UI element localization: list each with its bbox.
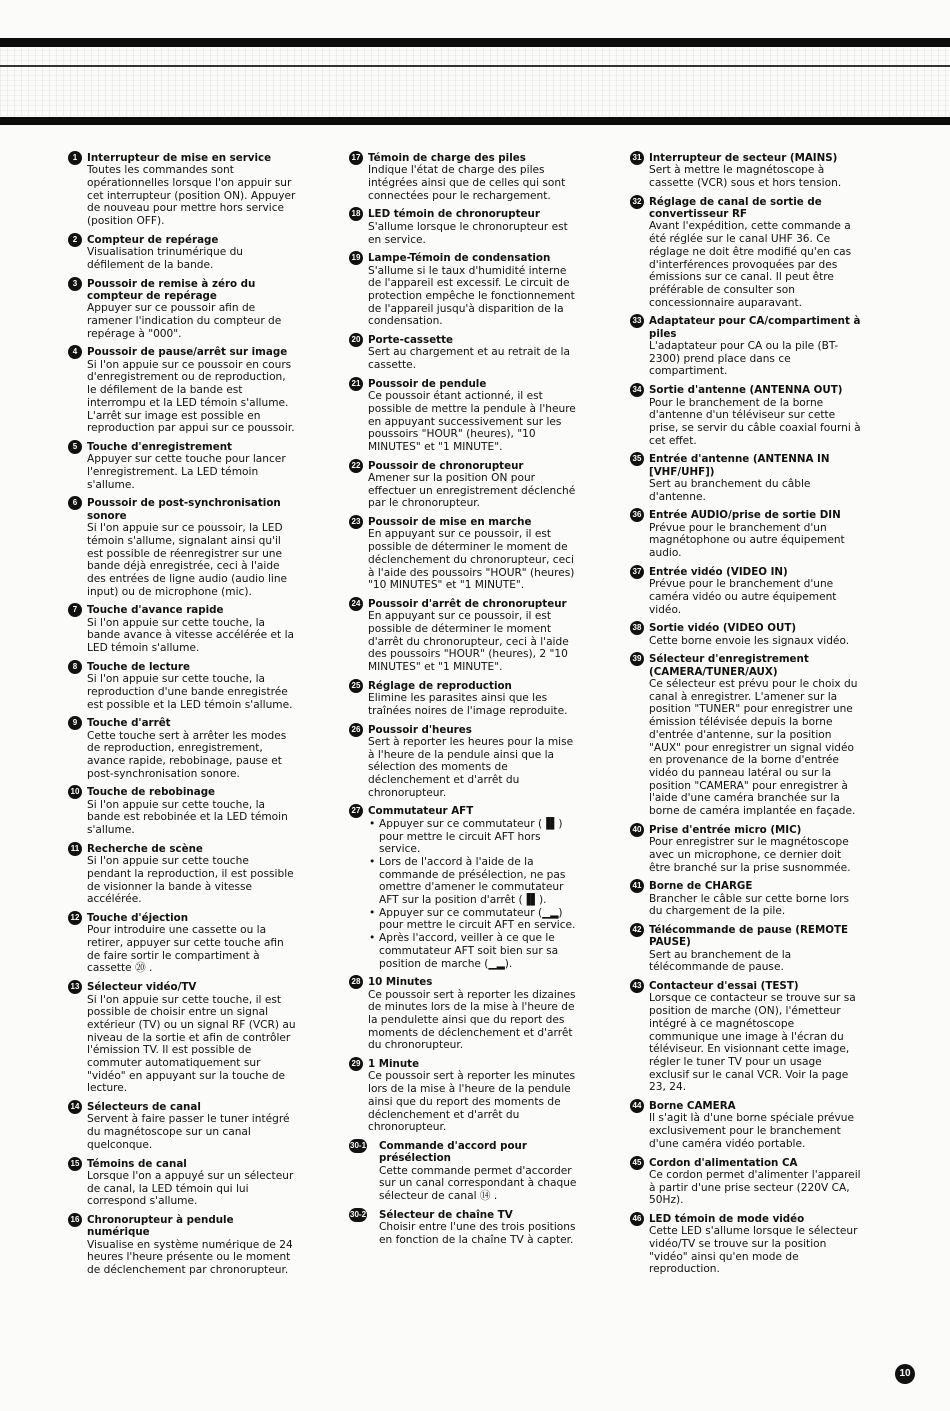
item-number-badge: 46 [630, 1212, 644, 1226]
legend-item [68, 1101, 296, 1151]
item-title: Réglage de reproduction [368, 679, 512, 692]
legend-item [349, 724, 581, 800]
item-number-badge: 2 [68, 233, 82, 247]
item-title: Sélecteur d'enregistrement (CAMERA/TUNER/AUX) [649, 653, 809, 678]
item-number-badge: 12 [68, 911, 82, 925]
item-description: Pour enregistrer sur le magnétoscope avec un microphone, ce dernier doit être branché sur la prise susnommée. [649, 836, 851, 874]
legend-item [68, 717, 296, 780]
item-description: Cette commande permet d'accorder sur un canal correspondant à chaque sélecteur de canal ⑭ . [379, 1164, 577, 1203]
item-number-badge: 26 [349, 723, 363, 737]
item-description: Prévue pour le branchement d'une caméra vidéo ou autre équipement vidéo. [649, 578, 837, 616]
legend-item [630, 880, 862, 918]
legend-item [630, 453, 862, 503]
page-number: 10 [895, 1364, 915, 1384]
item-description: Si l'on appuie sur cette touche pendant la reproduction, il est possible de visionner la bande à vitesse accélérée. [87, 855, 294, 906]
item-number-badge: 18 [349, 207, 363, 221]
item-description: Si l'on appuie sur cette touche, la bande est rebobinée et la LED témoin s'allume. [87, 798, 288, 837]
item-description: Si l'on appuie sur cette touche, la reproduction d'une bande enregistrée est possible et la LED témoin s'allume. [87, 673, 293, 711]
item-title: Porte-cassette [368, 334, 453, 347]
legend-item [68, 152, 296, 228]
bullet-point: • Après l'accord, veiller à ce que le commutateur AFT soit bien sur sa position de marche (▁▂). [379, 932, 581, 970]
item-number-badge: 40 [630, 823, 644, 837]
item-title: Sélecteurs de canal [87, 1101, 201, 1114]
item-title: LED témoin de mode vidéo [649, 1212, 805, 1225]
legend-item [349, 1058, 581, 1134]
item-title: Borne de CHARGE [649, 880, 753, 893]
legend-item [349, 680, 581, 718]
bullet-point: • Appuyer sur ce commutateur (▁▂) pour mettre le circuit AFT en service. [379, 907, 581, 932]
header-scan-texture [0, 48, 950, 116]
item-title: Compteur de repérage [87, 233, 219, 246]
legend-item [68, 441, 296, 491]
legend-item [630, 1157, 862, 1207]
item-description: Si l'on appuie sur ce poussoir en cours d'enregistrement ou de reproduction, le défilement de la bande est interrompu et la LED témoin s'allume. L'arrêt sur image est possible en reproduction par appui sur ce poussoir. [87, 358, 295, 435]
item-number-badge: 14 [68, 1100, 82, 1114]
item-number-badge: 8 [68, 660, 82, 674]
column-right [630, 152, 862, 1282]
item-description: Ce poussoir sert à reporter les minutes lors de la mise à l'heure de la pendule ainsi que du report des moments de déclenchement et d'arrêt du chronorupteur. [368, 1070, 575, 1134]
legend-item [349, 1209, 581, 1247]
item-description: Ce cordon permet d'alimenter l'appareil à partir d'une prise secteur (220V CA, 50Hz). [649, 1168, 861, 1207]
item-number-badge: 16 [68, 1213, 82, 1227]
legend-item [630, 824, 862, 874]
item-title: Adaptateur pour CA/compartiment à piles [649, 315, 861, 340]
item-number-badge: 7 [68, 603, 82, 617]
column-middle [349, 152, 581, 1253]
item-description: Cette LED s'allume lorsque le sélecteur vidéo/TV se trouve sur la position "vidéo" ainsi qu'en mode de reproduction. [649, 1225, 858, 1276]
item-number-badge: 9 [68, 716, 82, 730]
legend-item [630, 196, 862, 310]
item-number-badge: 30-2 [349, 1208, 367, 1222]
item-description: Sert au chargement et au retrait de la cassette. [368, 346, 570, 372]
item-description: Indique l'état de charge des piles intégrées ainsi que de celles qui sont connectées pour le rechargement. [368, 164, 566, 202]
item-description: Sert à reporter les heures pour la mise à l'heure de la pendule ainsi que la sélection des moments de déclenchement et d'arrêt du chronorupteur. [368, 735, 574, 799]
legend-item [68, 843, 296, 906]
item-description: Ce poussoir étant actionné, il est possible de mettre la pendule à l'heure en appuyant successivement sur les poussoirs "HOUR" (heures), "10 MINUTES" et "1 MINUTE". [368, 390, 576, 453]
item-number-badge: 13 [68, 980, 82, 994]
item-description: Pour introduire une cassette ou la retirer, appuyer sur cette touche afin de faire sortir le compartiment à cassette ⑳ . [87, 924, 284, 975]
item-title: Sélecteur vidéo/TV [87, 981, 197, 994]
item-description: Pour le branchement de la borne d'antenne d'un téléviseur sur cette prise, se servir du câble coaxial fourni à cet effet. [649, 396, 861, 447]
legend-item [630, 924, 862, 974]
item-description: Avant l'expédition, cette commande a été réglée sur le canal UHF 36. Ce réglage ne doit être modifié qu'en cas d'interférences provoquées par des émissions sur ce canal. Il peut être préférable de consulter son concessionnaire auparavant. [649, 220, 852, 309]
legend-item [630, 1100, 862, 1150]
legend-item [68, 234, 296, 272]
item-number-badge: 36 [630, 508, 644, 522]
item-title: LED témoin de chronorupteur [368, 208, 540, 221]
legend-item [349, 460, 581, 510]
item-description: Prévue pour le branchement d'un magnétophone ou autre équipement audio. [649, 521, 845, 560]
item-number-badge: 15 [68, 1157, 82, 1171]
legend-item [630, 152, 862, 190]
item-description: Ce poussoir sert à reporter les dizaines de minutes lors de la mise à l'heure de la pendulette ainsi que du report des moments de déclenchement et d'arrêt du chronorupteur. [368, 988, 576, 1052]
item-title: Touche de rebobinage [87, 786, 216, 799]
legend-item [349, 805, 581, 970]
item-title: Poussoir d'arrêt de chronorupteur [368, 597, 567, 610]
item-description: Toutes les commandes sont opérationnelles lorsque l'on appuir sur cet interrupteur (position ON). Appuyer de nouveau pour mettre hors service (position OFF). [87, 164, 296, 228]
legend-item [349, 1140, 581, 1203]
item-number-badge: 43 [630, 979, 644, 993]
item-title: Télécommande de pause (REMOTE PAUSE) [649, 923, 849, 949]
item-number-badge: 25 [349, 679, 363, 693]
item-description: Sert au branchement de la télécommande de pause. [649, 948, 792, 974]
item-number-badge: 3 [68, 277, 82, 291]
item-number-badge: 35 [630, 452, 644, 466]
item-title: Sortie vidéo (VIDEO OUT) [649, 622, 797, 635]
item-number-badge: 44 [630, 1099, 644, 1113]
item-number-badge: 22 [349, 459, 363, 473]
header-rule-thin [0, 65, 950, 67]
item-description: Cette borne envoie les signaux vidéo. [649, 634, 850, 647]
item-number-badge: 5 [68, 440, 82, 454]
item-title: Témoins de canal [87, 1157, 187, 1170]
item-title: Témoin de charge des piles [368, 152, 526, 164]
item-description: Servent à faire passer le tuner intégré du magnétoscope sur un canal quelconque. [87, 1113, 290, 1151]
item-description: Si l'on appuie sur ce poussoir, la LED témoin s'allume, signalant ainsi qu'il est possible de réenregistrer sur une bande déjà enregistrée, ceci à l'aide des entrées de ligne audio (audio line input) ou de microphone (mic). [87, 522, 288, 598]
legend-item [630, 315, 862, 378]
item-description: Elimine les parasites ainsi que les traînées noires de l'image reproduite. [368, 692, 568, 717]
item-title: Interrupteur de mise en service [87, 152, 272, 164]
legend-item [349, 208, 581, 246]
item-title: Touche d'éjection [87, 912, 189, 924]
item-number-badge: 27 [349, 804, 363, 818]
legend-item [349, 378, 581, 454]
item-title: Commutateur AFT [368, 805, 474, 818]
item-title: Poussoir d'heures [368, 723, 472, 736]
item-title: Cordon d'alimentation CA [649, 1156, 798, 1169]
item-number-badge: 37 [630, 565, 644, 579]
legend-item [68, 1214, 296, 1277]
legend-item [349, 516, 581, 592]
item-title: Entrée vidéo (VIDEO IN) [649, 565, 788, 578]
item-number-badge: 17 [349, 151, 363, 165]
item-description: Choisir entre l'une des trois positions en fonction de la chaîne TV à capter. [379, 1221, 576, 1246]
item-number-badge: 30-1 [349, 1139, 367, 1153]
item-number-badge: 24 [349, 597, 363, 611]
legend-item [349, 976, 581, 1052]
item-description: Amener sur la position ON pour effectuer un enregistrement déclenché par le chronorupteur. [368, 472, 576, 510]
item-title: Poussoir de post-synchronisation sonore [87, 497, 281, 522]
legend-item [349, 334, 581, 372]
legend-item [68, 786, 296, 836]
item-title: Chronorupteur à pendule numérique [87, 1214, 234, 1239]
item-title: Entrée d'antenne (ANTENNA IN [VHF/UHF]) [649, 453, 830, 478]
item-description: Il s'agit là d'une borne spéciale prévue exclusivement pour le branchement d'une caméra vidéo portable. [649, 1112, 854, 1150]
item-number-badge: 32 [630, 195, 644, 209]
item-title: Interrupteur de secteur (MAINS) [649, 152, 838, 164]
header-rule-bottom [0, 117, 950, 125]
item-number-badge: 29 [349, 1057, 363, 1071]
item-description: L'adaptateur pour CA ou la pile (BT-2300) prend place dans ce compartiment. [649, 340, 839, 378]
legend-item [68, 1158, 296, 1208]
item-title: Touche d'arrêt [87, 717, 171, 730]
item-number-badge: 6 [68, 496, 82, 510]
item-number-badge: 11 [68, 842, 82, 856]
item-title: 1 Minute [368, 1058, 420, 1071]
legend-item [630, 509, 862, 559]
item-description: Ce sélecteur est prévu pour le choix du canal à enregistrer. L'amener sur la position "TUNER" pour enregistrer une émission télévisée depuis la borne d'entrée d'antenne, sur la position "AUX" pour enregistrer un signal vidéo en provenance de la borne d'entrée vidéo du panneau latéral ou sur la position "CAMERA" pour enregistrer à l'aide d'une caméra branchée sur la borne de caméra implantée en façade. [649, 678, 858, 818]
item-title: Recherche de scène [87, 842, 203, 855]
item-number-badge: 45 [630, 1156, 644, 1170]
item-number-badge: 38 [630, 621, 644, 635]
legend-item [68, 278, 296, 341]
header-rule-top [0, 38, 950, 47]
legend-item [68, 661, 296, 711]
item-description: S'allume lorsque le chronorupteur est en service. [368, 220, 568, 246]
item-number-badge: 41 [630, 879, 644, 893]
legend-item [630, 653, 862, 817]
item-number-badge: 1 [68, 151, 82, 165]
column-left [68, 152, 296, 1283]
item-description: En appuyant sur ce poussoir, il est possible de déterminer le moment de déclenchement du chronorupteur, ceci à l'aide des poussoirs "HOUR" (heures) "10 MINUTES" et "1 MINUTE". [368, 528, 575, 592]
item-description: Appuyer sur cette touche pour lancer l'enregistrement. La LED témoin s'allume. [87, 453, 286, 491]
item-title: Touche de lecture [87, 660, 190, 673]
item-number-badge: 39 [630, 652, 644, 666]
item-number-badge: 31 [630, 151, 644, 165]
item-title: Poussoir de pause/arrêt sur image [87, 346, 288, 359]
item-title: Entrée AUDIO/prise de sortie DIN [649, 509, 841, 522]
item-title: Poussoir de chronorupteur [368, 459, 524, 472]
item-number-badge: 20 [349, 333, 363, 347]
item-number-badge: 4 [68, 345, 82, 359]
legend-item [630, 980, 862, 1094]
item-description: Si l'on appuie sur cette touche, la bande avance à vitesse accélérée et la LED témoin s'allume. [87, 616, 295, 655]
item-title: Prise d'entrée micro (MIC) [649, 823, 802, 836]
item-title: Sélecteur de chaîne TV [379, 1208, 513, 1221]
item-description: Visualise en système numérique de 24 heures l'heure présente ou le moment de déclenchement par chronorupteur. [87, 1238, 293, 1277]
item-title: Poussoir de mise en marche [368, 516, 532, 529]
item-number-badge: 10 [68, 785, 82, 799]
item-bullet-list [368, 818, 581, 970]
item-description: Brancher le câble sur cette borne lors du chargement de la pile. [649, 892, 850, 918]
legend-item [68, 981, 296, 1095]
item-description: Sert au branchement du câble d'antenne. [649, 478, 811, 503]
item-number-badge: 42 [630, 923, 644, 937]
item-title: Sortie d'antenne (ANTENNA OUT) [649, 384, 843, 397]
item-description: Lorsque ce contacteur se trouve sur sa position de marche (ON), l'émetteur intégré à ce magnétoscope communique une image à l'écran du téléviseur. En visionnant cette image, régler le tuner TV pour un usage exclusif sur le canal VCR. Voir la page 23, 24. [649, 992, 856, 1094]
item-title: Touche d'enregistrement [87, 440, 232, 453]
item-number-badge: 19 [349, 251, 363, 265]
legend-item [630, 566, 862, 616]
legend-item [349, 152, 581, 202]
item-description: Appuyer sur ce poussoir afin de ramener l'indication du compteur de repérage à "000". [87, 302, 282, 340]
bullet-point: • Appuyer sur ce commutateur (▐▌) pour mettre le circuit AFT hors service. [379, 818, 581, 856]
legend-item [630, 622, 862, 647]
item-title: Réglage de canal de sortie de convertisseur RF [649, 195, 822, 221]
item-title: Touche d'avance rapide [87, 604, 224, 617]
item-title: Commande d'accord pour présélection [379, 1139, 527, 1165]
item-title: 10 Minutes [368, 976, 433, 989]
legend-item [68, 497, 296, 598]
item-number-badge: 28 [349, 975, 363, 989]
item-description: S'allume si le taux d'humidité interne de l'appareil est excessif. Le circuit de protection empêche le fonctionnement de l'appareil jusqu'à disparition de la condensation. [368, 264, 575, 328]
item-title: Borne CAMERA [649, 1100, 736, 1113]
item-number-badge: 23 [349, 515, 363, 529]
item-description: Visualisation trinumérique du défilement de la bande. [87, 246, 244, 271]
item-number-badge: 33 [630, 314, 644, 328]
item-title: Poussoir de pendule [368, 377, 487, 390]
item-description: Si l'on appuie sur cette touche, il est possible de choisir entre un signal extérieur (TV) ou un signal RF (VCR) au niveau de la sortie et afin de contrôler l'émission TV. Il est possible de commuter automatiquement sur "vidéo" en appuyant sur la touche de lecture. [87, 993, 296, 1095]
legend-item [68, 912, 296, 975]
item-description: Sert à mettre le magnétoscope à cassette (VCR) sous et hors tension. [649, 164, 842, 190]
legend-item [68, 604, 296, 654]
legend-item [630, 1213, 862, 1276]
item-description: En appuyant sur ce poussoir, il est possible de déterminer le moment d'arrêt du chronorupteur, ceci à l'aide des poussoirs "HOUR" (heures), 2 "10 MINUTES" et "1 MINUTE". [368, 610, 569, 674]
item-description: Cette touche sert à arrêter les modes de reproduction, enregistrement, avance rapide, rebobinage, pause et post-synchronisation sonore. [87, 729, 287, 780]
legend-item [630, 384, 862, 447]
legend-item [349, 598, 581, 674]
item-title: Contacteur d'essai (TEST) [649, 980, 799, 993]
bullet-point: • Lors de l'accord à l'aide de la commande de présélection, ne pas omettre d'amener le commutateur AFT sur la position d'arrêt (▐▌). [379, 856, 581, 907]
legend-item [68, 346, 296, 435]
item-title: Lampe-Témoin de condensation [368, 252, 551, 265]
item-description: Lorsque l'on a appuyé sur un sélecteur de canal, la LED témoin qui lui correspond s'allume. [87, 1169, 294, 1208]
item-number-badge: 34 [630, 383, 644, 397]
legend-item [349, 252, 581, 328]
item-number-badge: 21 [349, 377, 363, 391]
item-title: Poussoir de remise à zéro du compteur de repérage [87, 277, 256, 302]
